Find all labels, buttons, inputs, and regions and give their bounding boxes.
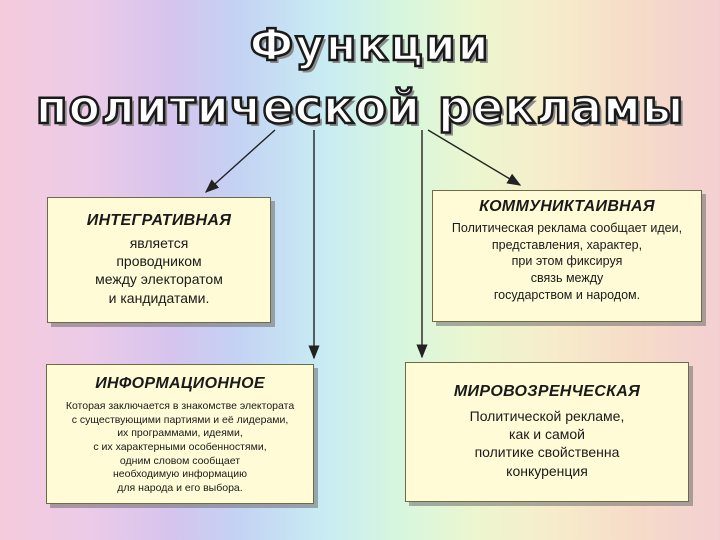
box-communicative-line: при этом фиксируя bbox=[511, 254, 623, 269]
box-integrative-line: является bbox=[129, 235, 189, 251]
box-integrative bbox=[47, 197, 271, 323]
box-worldview-line: политике свойственна bbox=[474, 444, 620, 461]
box-worldview-line: как и самой bbox=[509, 426, 585, 443]
box-communicative-line: государством и народом. bbox=[493, 287, 641, 302]
box-integrative-line: между электоратом bbox=[95, 271, 223, 288]
box-integrative-line: проводником bbox=[116, 253, 202, 270]
box-informational-line: их программами, идеями, bbox=[117, 427, 243, 440]
box-informational-line: для народа и его выбора. bbox=[117, 481, 243, 494]
box-informational-line: с существующими партиями и её лидерами, bbox=[71, 413, 289, 426]
box-integrative-title: ИНТЕГРАТИВНАЯ bbox=[86, 212, 232, 229]
box-communicative-body bbox=[433, 220, 701, 303]
box-communicative bbox=[432, 190, 702, 322]
box-worldview bbox=[405, 362, 689, 502]
box-informational-line: необходимую информацию bbox=[112, 468, 248, 481]
title-line-2: политической рекламы bbox=[35, 80, 685, 134]
box-integrative-line: и кандидатами. bbox=[108, 289, 210, 306]
box-worldview-body bbox=[406, 407, 688, 480]
box-worldview-title: МИРОВОЗРЕНЧЕСКАЯ bbox=[453, 383, 641, 400]
box-informational-line: одним словом сообщает bbox=[119, 454, 241, 467]
box-informational-body bbox=[47, 400, 313, 495]
arrow-to-integrative bbox=[206, 130, 275, 192]
box-informational-line: с их характерными особенностями, bbox=[93, 440, 267, 453]
box-communicative-title: КОММУНИКТАИВНАЯ bbox=[479, 198, 655, 215]
box-communicative-line: представления, характер, bbox=[491, 237, 643, 252]
box-worldview-line: конкуренция bbox=[506, 462, 588, 479]
arrow-to-communicative bbox=[428, 130, 520, 185]
box-informational bbox=[46, 364, 314, 504]
box-informational-line: Которая заключается в знакомстве электората bbox=[65, 400, 295, 412]
box-integrative-body bbox=[48, 234, 270, 307]
box-communicative-line: связь между bbox=[530, 270, 604, 285]
title-line-1: Функции bbox=[249, 20, 491, 71]
box-communicative-line: Политическая реклама сообщает идеи, bbox=[451, 221, 683, 235]
box-informational-title: ИНФОРМАЦИОННОЕ bbox=[95, 375, 265, 392]
box-worldview-line: Политической рекламе, bbox=[469, 408, 625, 424]
